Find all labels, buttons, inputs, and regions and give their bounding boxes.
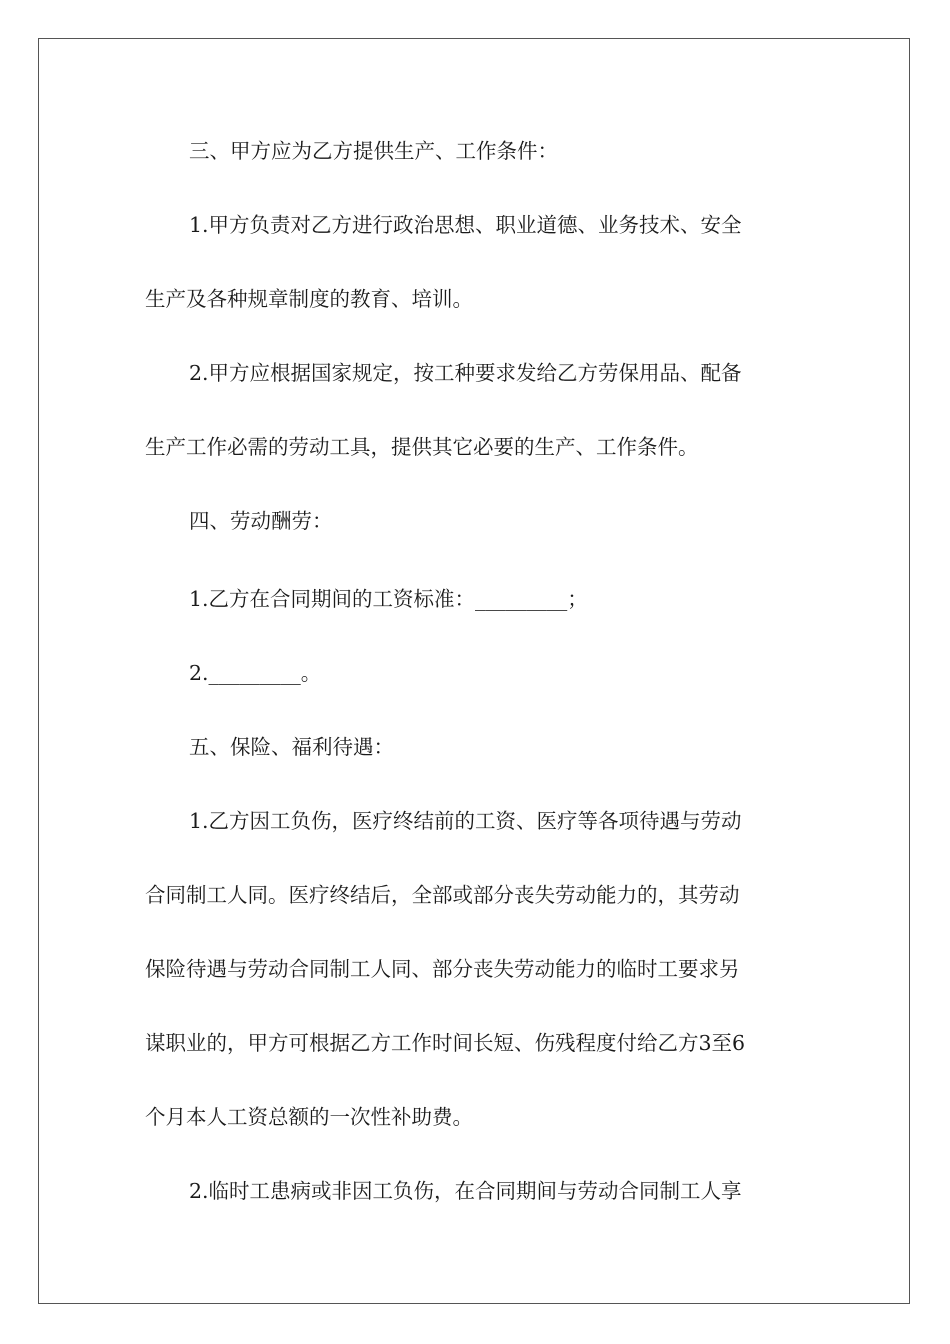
paragraph-line: 1.甲方负责对乙方进行政治思想、职业道德、业务技术、安全 — [189, 213, 742, 237]
paragraph-line: 个月本人工资总额的一次性补助费。 — [145, 1105, 473, 1129]
paragraph-line: 1.乙方因工负伤，医疗终结前的工资、医疗等各项待遇与劳动 — [189, 809, 742, 833]
paragraph-line: 合同制工人同。医疗终结后，全部或部分丧失劳动能力的，其劳动 — [145, 883, 740, 907]
section-heading-five: 五、保险、福利待遇： — [189, 735, 394, 759]
paragraph-line: 2.临时工患病或非因工负伤，在合同期间与劳动合同制工人享 — [189, 1179, 742, 1203]
paragraph-line: 2.甲方应根据国家规定，按工种要求发给乙方劳保用品、配备 — [189, 361, 742, 385]
paragraph-line: 2._________。 — [189, 661, 322, 685]
section-heading-four: 四、劳动酬劳： — [189, 509, 333, 533]
paragraph-line: 生产及各种规章制度的教育、培训。 — [145, 287, 473, 311]
wage-standard-line: 1.乙方在合同期间的工资标准：_________； — [189, 587, 588, 611]
section-heading-three: 三、甲方应为乙方提供生产、工作条件： — [189, 139, 558, 163]
paragraph-line: 保险待遇与劳动合同制工人同、部分丧失劳动能力的临时工要求另 — [145, 957, 740, 981]
paragraph-line: 生产工作必需的劳动工具，提供其它必要的生产、工作条件。 — [145, 435, 699, 459]
paragraph-line: 谋职业的，甲方可根据乙方工作时间长短、伤残程度付给乙方3至6 — [145, 1031, 746, 1055]
